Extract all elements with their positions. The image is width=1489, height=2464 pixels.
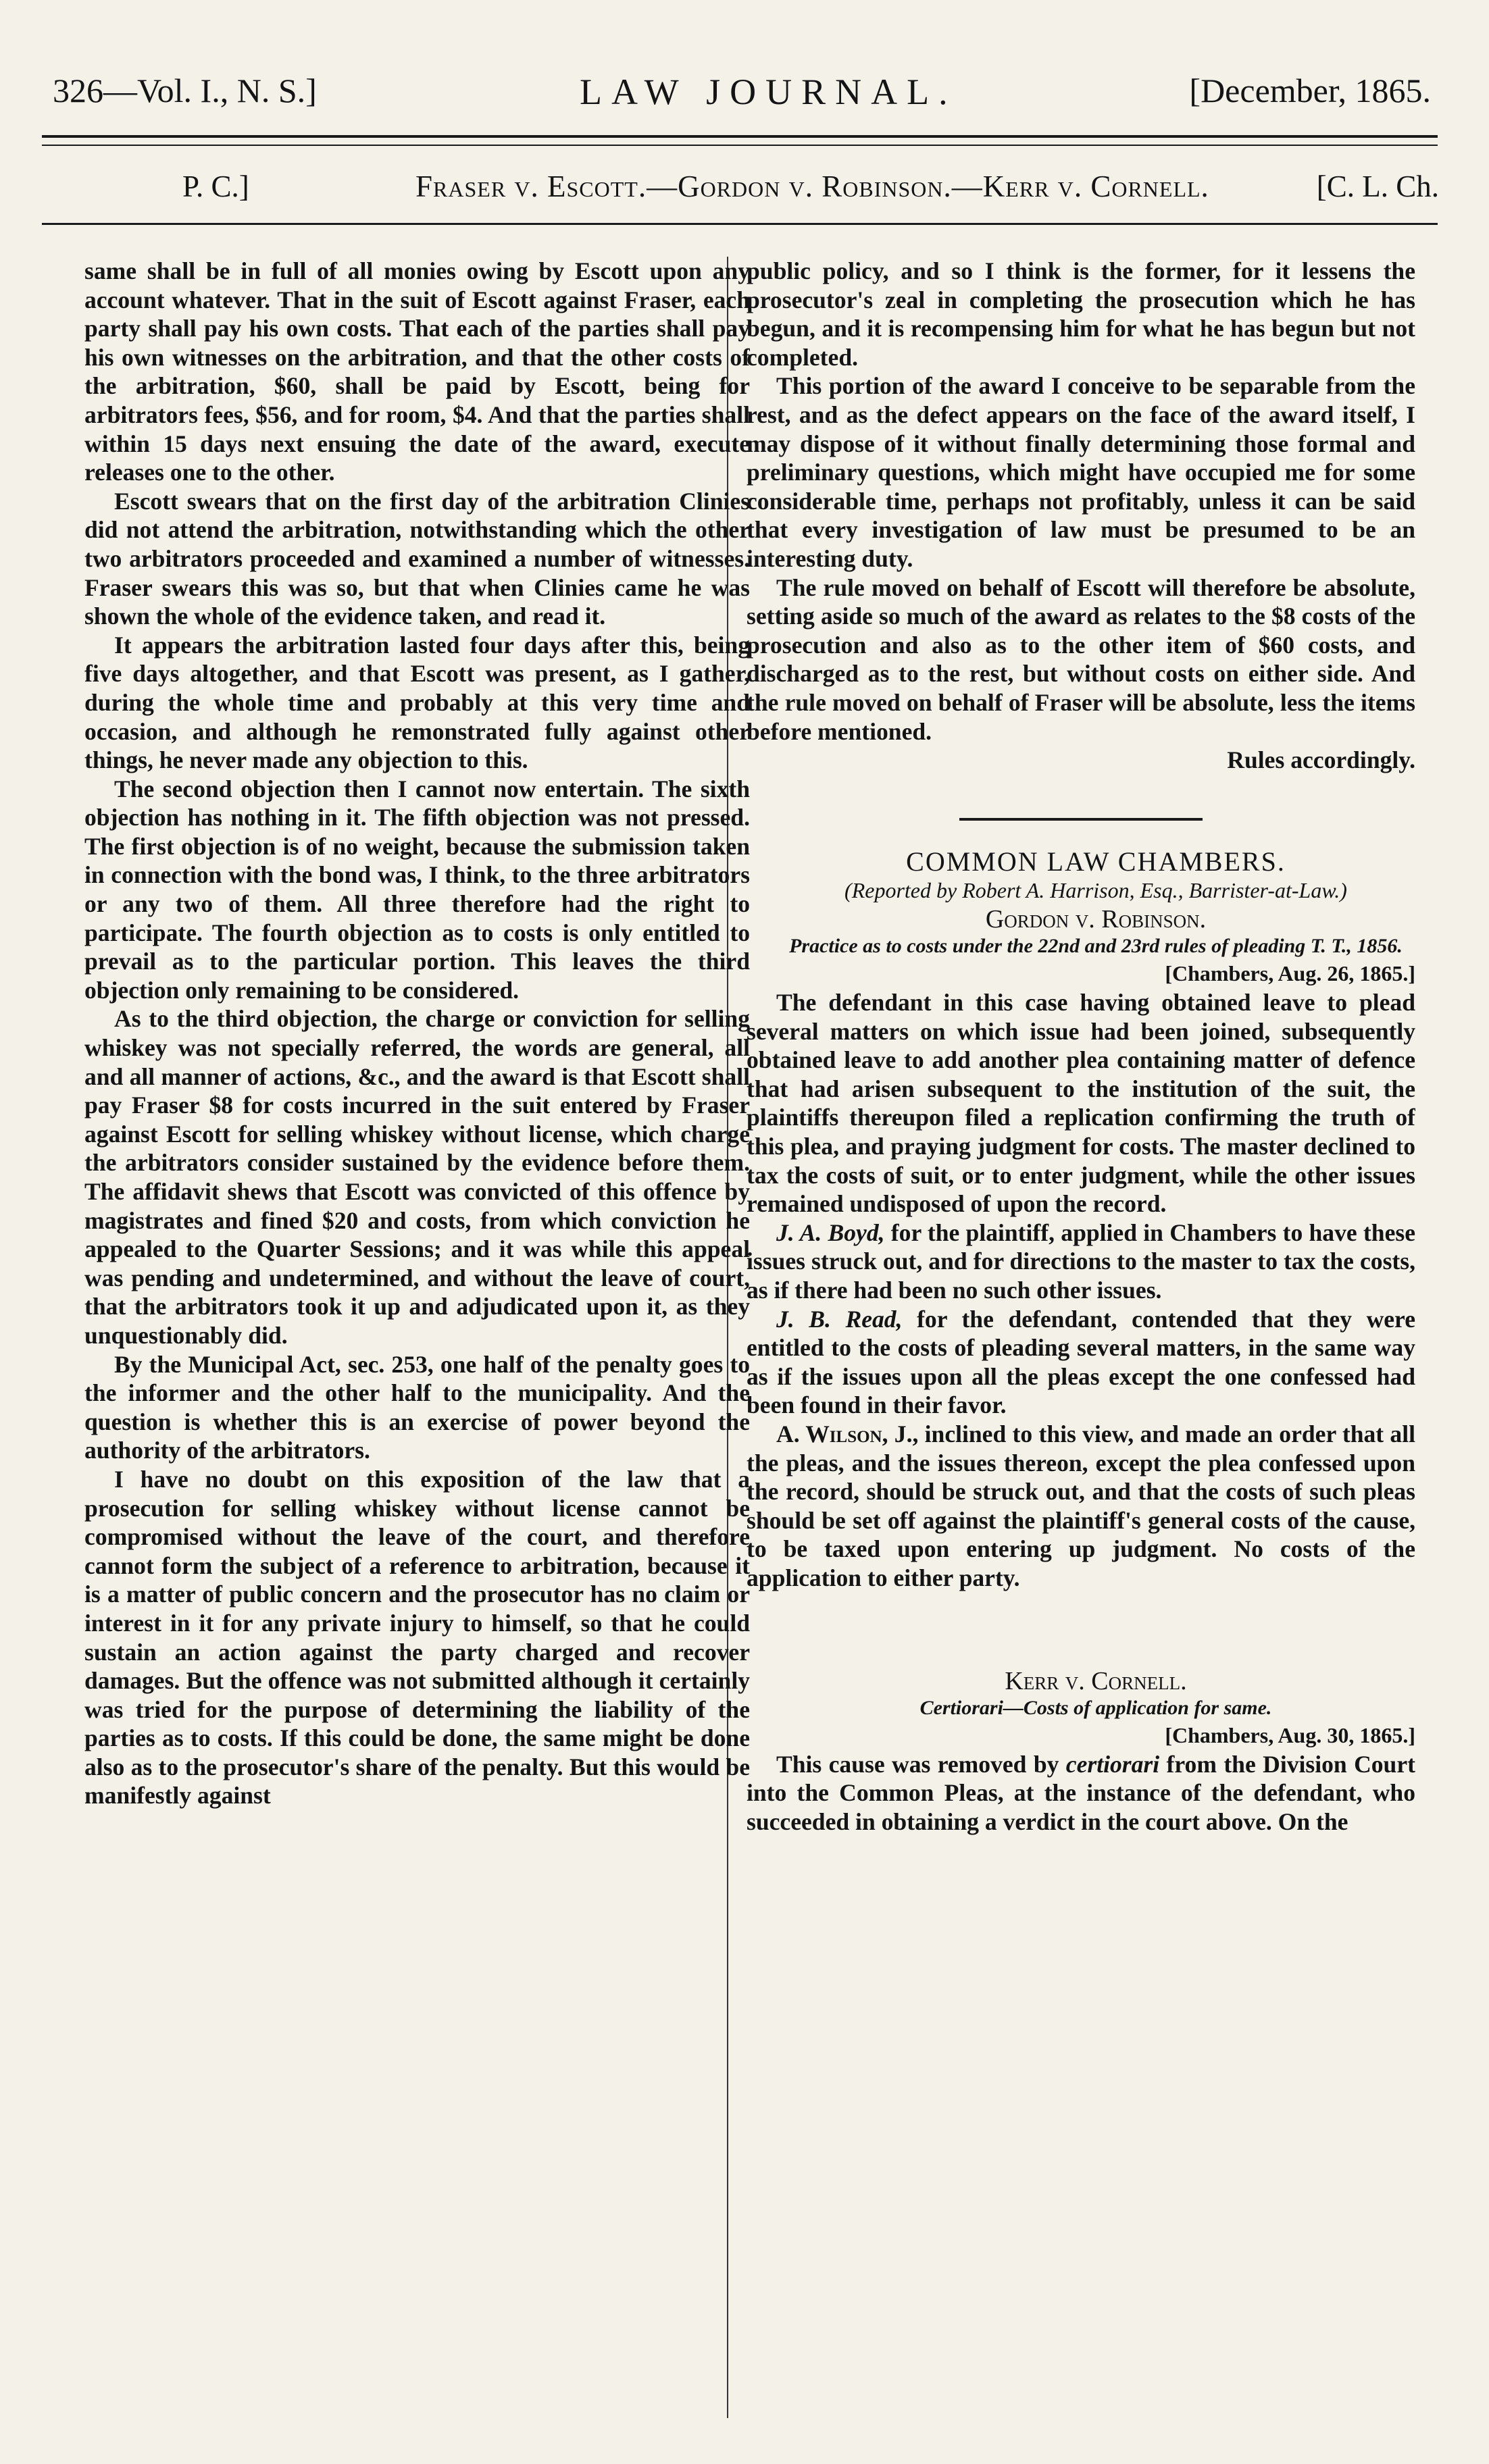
paragraph: same shall be in full of all monies owing by Escott upon any account whatever. That in the suit of Escott against Fraser, each party shall pay his own costs. That each of the parties shall pay his own witnesses on the arbitration, and that the other costs of the arbitration, $60, shall be paid by Escott, being for arbitrators fees, $56, and for room, $4. And that the parties shall within 15 days next ensuing the date of the award, execute releases one to the other. bbox=[84, 257, 750, 486]
case-title-kerr: Kerr v. Cornell. bbox=[1005, 1666, 1187, 1695]
header-rule-thin bbox=[42, 145, 1438, 146]
journal-page bbox=[34, 34, 1455, 2438]
case-title-gordon: Gordon v. Robinson. bbox=[985, 904, 1207, 933]
paragraph-text: This cause was removed by bbox=[776, 1750, 1066, 1778]
left-column bbox=[84, 257, 750, 2425]
emphasis: certiorari bbox=[1065, 1750, 1160, 1778]
paragraph: This portion of the award I conceive to be separable from the rest, and as the defect appears on the face of the award itself, I may dispose of it without finally determining those formal and preliminary questions, which might have occupied me for some considerable time, perhaps not profitably, unless it can be said that every investigation of law must be presumed to be an interesting duty. bbox=[747, 372, 1415, 572]
volume-page-label: 326—Vol. I., N. S.] bbox=[53, 72, 317, 109]
paragraph bbox=[747, 1420, 1415, 1593]
journal-title: LAW JOURNAL. bbox=[580, 72, 957, 112]
court-right: [C. L. Ch. bbox=[1316, 170, 1439, 203]
court-date: [Chambers, Aug. 26, 1865.] bbox=[1165, 961, 1415, 986]
issue-date: [December, 1865. bbox=[1189, 72, 1431, 109]
paragraph-text: for the plaintiff, applied in Chambers to have these issues struck out, and for directions to the master to tax the costs, as if there had been no such other issues. bbox=[747, 1218, 1415, 1304]
headnote: Certiorari—Costs of application for same. bbox=[919, 1697, 1272, 1720]
header-rule-thick bbox=[42, 135, 1438, 138]
judge-name: A. Wilson, J., bbox=[776, 1420, 919, 1447]
rules-accordingly: Rules accordingly. bbox=[1227, 746, 1415, 774]
running-head bbox=[53, 71, 1431, 135]
case-header bbox=[135, 169, 1439, 209]
paragraph: The rule moved on behalf of Escott will therefore be absolute, setting aside so much of the award as relates to the $8 costs of the prosecution and also as to the other item of $60 costs, and discharged as to the rest, but without costs on either side. And the rule moved on behalf of Fraser will be absolute, less the items before mentioned. bbox=[747, 573, 1415, 745]
headnote: Practice as to costs under the 22nd and 23rd rules of pleading T. T., 1856. bbox=[789, 935, 1403, 958]
paragraph-text: from the Division Court into the Common Pleas, at the instance of the defendant, who succeeded in obtaining a verdict in the court above. On the bbox=[747, 1750, 1415, 1835]
paragraph: The second objection then I cannot now entertain. The sixth objection has nothing in it. The fifth objection was not pressed. The first objection is of no weight, because the submission taken in connection with the bond was, I think, to the three arbitrators or any two of them. All three therefore had the right to participate. The fourth objection as to costs is only entitled to prevail as to the particular portion. This leaves the third objection only remaining to be considered. bbox=[84, 775, 750, 1004]
court-date: [Chambers, Aug. 30, 1865.] bbox=[1165, 1723, 1415, 1748]
paragraph: As to the third objection, the charge or conviction for selling whiskey was not specially referred, the words are general, all and all manner of actions, &c., and the award is that Escott shall pay Fraser $8 for costs incurred in the suit entered by Fraser against Escott for selling whiskey without license, which charge the arbitrators consider sustained by the evidence before them. The affidavit shews that Escott was convicted of this offence by magistrates and fined $20 and costs, from which conviction he appealed to the Quarter Sessions; and it was while this appeal was pending and undetermined, and without the leave of court, that the arbitrators took it up and adjudicated upon it, as they unquestionably did. bbox=[84, 1005, 750, 1349]
paragraph: Escott swears that on the first day of the arbitration Clinies did not attend the arbitration, notwithstanding which the other two arbitrators proceeded and examined a number of witnesses. Fraser swears this was so, but that when Clinies came he was shown the whole of the evidence taken, and read it. bbox=[84, 487, 750, 630]
right-column bbox=[747, 257, 1415, 2425]
paragraph bbox=[747, 1218, 1415, 1305]
counsel-name: J. A. Boyd, bbox=[776, 1218, 885, 1246]
section-rule bbox=[959, 818, 1203, 821]
section-title: COMMON LAW CHAMBERS. bbox=[906, 846, 1286, 877]
paragraph: The defendant in this case having obtained leave to plead several matters on which issue had been joined, subsequently obtained leave to add another plea containing matter of defence that had arisen subsequent to the institution of the suit, the plaintiffs thereupon filed a replication confirming the truth of this plea, and praying judgment for costs. The master declined to tax the costs of suit, or to enter judgment, while the other issues remained undisposed of upon the record. bbox=[747, 989, 1415, 1218]
paragraph-text: for the defendant, contended that they were entitled to the costs of pleading several matters, in the same way as if the issues upon all the pleas except the one confessed had been found in their favor. bbox=[747, 1305, 1415, 1419]
counsel-name: J. B. Read, bbox=[776, 1305, 903, 1333]
paragraph-text: inclined to this view, and made an order that all the pleas, and the issues thereon, except the plea confessed upon the record, should be struck out, and that the costs of such pleas should be set off against the plaintiff's general costs of the cause, to be taxed upon entering up judgment. No costs of the application to either party. bbox=[747, 1420, 1415, 1591]
court-left: P. C.] bbox=[182, 170, 249, 203]
paragraph bbox=[747, 1305, 1415, 1420]
case-names: Fraser v. Escott.—Gordon v. Robinson.—Kerr v. Cornell. bbox=[415, 170, 1209, 203]
case-header-rule bbox=[42, 223, 1438, 225]
reporter-credit: (Reported by Robert A. Harrison, Esq., Barrister-at-Law.) bbox=[844, 878, 1347, 903]
paragraph: By the Municipal Act, sec. 253, one half of the penalty goes to the informer and the other half to the municipality. And the question is whether this is an exercise of power beyond the authority of the arbitrators. bbox=[84, 1350, 750, 1464]
paragraph: public policy, and so I think is the former, for it lessens the prosecutor's zeal in completing the prosecution which he has begun, and it is recompensing him for what he has begun but not completed. bbox=[747, 257, 1415, 371]
paragraph: I have no doubt on this exposition of the law that a prosecution for selling whiskey without license cannot be compromised without the leave of the court, and therefore cannot form the subject of a reference to arbitration, because it is a matter of public concern and the prosecutor has no claim or interest in it for any private injury to himself, so that he could sustain an action against the party charged and recover damages. But the offence was not submitted although it certainly was tried for the purpose of determining the liability of the parties as to costs. If this could be done, the same might be done also as to the prosecutor's share of the penalty. But this would be manifestly against bbox=[84, 1465, 750, 1810]
paragraph bbox=[747, 1750, 1415, 1837]
paragraph: It appears the arbitration lasted four days after this, being five days altogether, and that Escott was present, as I gather, during the whole time and probably at this very time and occasion, and although he remonstrated fully against other things, he never made any objection to this. bbox=[84, 631, 750, 774]
